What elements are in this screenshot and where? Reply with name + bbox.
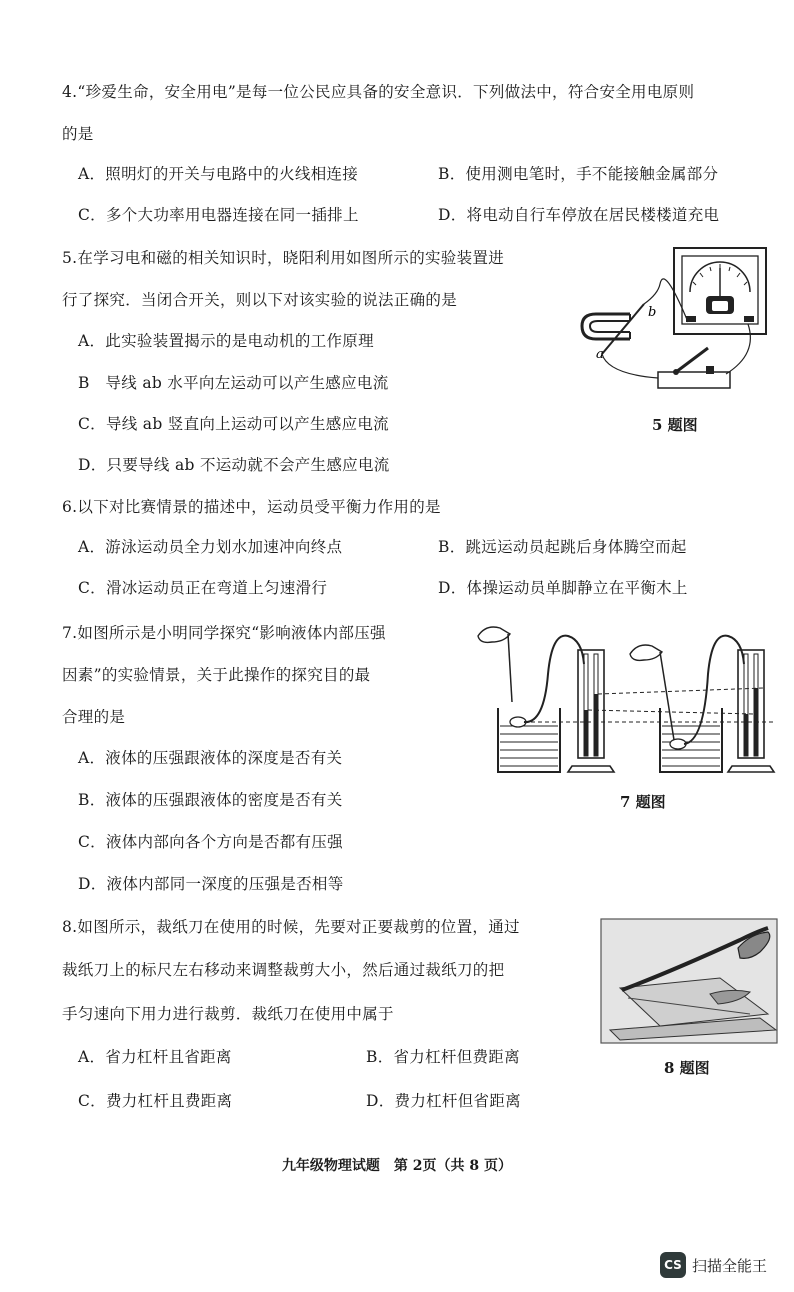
camscanner-logo-icon: CS	[660, 1252, 686, 1278]
q5-stem-line2: 行了探究．当闭合开关，则以下对该实验的说法正确的是	[62, 291, 458, 309]
q4-stem-line2: 的是	[62, 125, 94, 143]
q7-stem-line3: 合理的是	[62, 708, 126, 726]
manometer-right	[738, 650, 764, 758]
q8-option-d: D．费力杠杆但省距离	[366, 1092, 521, 1110]
q8-stem-line3: 手匀速向下用力进行裁剪．裁纸刀在使用中属于	[62, 1005, 394, 1023]
q7-figure-pressure-experiment	[464, 614, 784, 780]
manometer-left	[578, 650, 604, 758]
beaker-left	[498, 708, 560, 772]
reference-dashed-lines	[524, 688, 774, 722]
setup-left	[478, 627, 614, 772]
q8-option-b: B．省力杠杆但费距离	[366, 1048, 520, 1066]
q5-figure-caption: 5 题图	[652, 416, 698, 434]
probe-left	[510, 717, 526, 727]
q4-option-a: A．照明灯的开关与电路中的火线相连接	[78, 165, 359, 183]
q5-option-d: D．只要导线 ab 不运动就不会产生感应电流	[78, 456, 390, 474]
hand-left	[478, 627, 510, 642]
switch-base	[658, 372, 730, 388]
switch-lever	[676, 348, 708, 372]
wire-to-switch	[602, 354, 658, 378]
q5-option-a: A．此实验装置揭示的是电动机的工作原理	[78, 332, 374, 350]
q7-figure-caption: 7 题图	[620, 793, 666, 811]
q7-option-c: C．液体内部向各个方向是否都有压强	[78, 833, 343, 851]
q6-option-d: D．体操运动员单脚静立在平衡木上	[438, 579, 688, 597]
q8-stem-line2: 裁纸刀上的标尺左右移动来调整裁剪大小，然后通过裁纸刀的把	[62, 961, 505, 979]
q6-option-b: B．跳远运动员起跳后身体腾空而起	[438, 538, 687, 556]
tube-right	[684, 636, 744, 744]
label-b: b	[648, 305, 657, 320]
q6-option-c: C．滑冰运动员正在弯道上匀速滑行	[78, 579, 328, 597]
watermark-text: 扫描全能王	[692, 1256, 768, 1275]
q4-option-d: D．将电动自行车停放在居民楼楼道充电	[438, 206, 720, 224]
q7-stem-line1: 7.如图所示是小明同学探究“影响液体内部压强	[62, 624, 386, 642]
q6-stem: 6.以下对比赛情景的描述中，运动员受平衡力作用的是	[62, 498, 441, 516]
hand-right	[630, 645, 662, 660]
q8-figure-paper-cutter	[600, 918, 780, 1046]
q4-stem-line1: 4.“珍爱生命，安全用电”是每一位公民应具备的安全意识．下列做法中，符合安全用电原则	[62, 83, 695, 101]
q5-figure-induction-apparatus	[578, 244, 778, 404]
q8-stem-line1: 8.如图所示，裁纸刀在使用的时候，先要对正要裁剪的位置，通过	[62, 918, 520, 936]
setup-right	[630, 636, 774, 772]
scanner-watermark	[660, 1252, 767, 1278]
q7-option-a: A．液体的压强跟液体的深度是否有关	[78, 749, 343, 767]
page-footer: 九年级物理试题 第 2页（共 8 页）	[281, 1158, 513, 1174]
conductor-ab	[602, 304, 644, 354]
q7-option-b: B．液体的压强跟液体的密度是否有关	[78, 791, 343, 809]
q7-option-d: D．液体内部同一深度的压强是否相等	[78, 875, 344, 893]
label-a: a	[596, 347, 604, 362]
q6-option-a: A．游泳运动员全力划水加速冲向终点	[78, 538, 343, 556]
q4-option-c: C．多个大功率用电器连接在同一插排上	[78, 206, 359, 224]
q5-stem-line1: 5.在学习电和磁的相关知识时，晓阳利用如图所示的实验装置进	[62, 249, 504, 267]
q5-option-c: C．导线 ab 竖直向上运动可以产生感应电流	[78, 415, 389, 433]
q8-option-c: C．费力杠杆且费距离	[78, 1092, 233, 1110]
probe-right	[670, 739, 686, 749]
q7-stem-line2: 因素”的实验情景，关于此操作的探究目的最	[62, 666, 371, 684]
tube-left	[524, 636, 584, 722]
q8-option-a: A．省力杠杆且省距离	[78, 1048, 232, 1066]
q5-option-b: B 导线 ab 水平向左运动可以产生感应电流	[78, 374, 389, 392]
q4-option-b: B．使用测电笔时，手不能接触金属部分	[438, 165, 719, 183]
q8-figure-caption: 8 题图	[664, 1059, 710, 1077]
